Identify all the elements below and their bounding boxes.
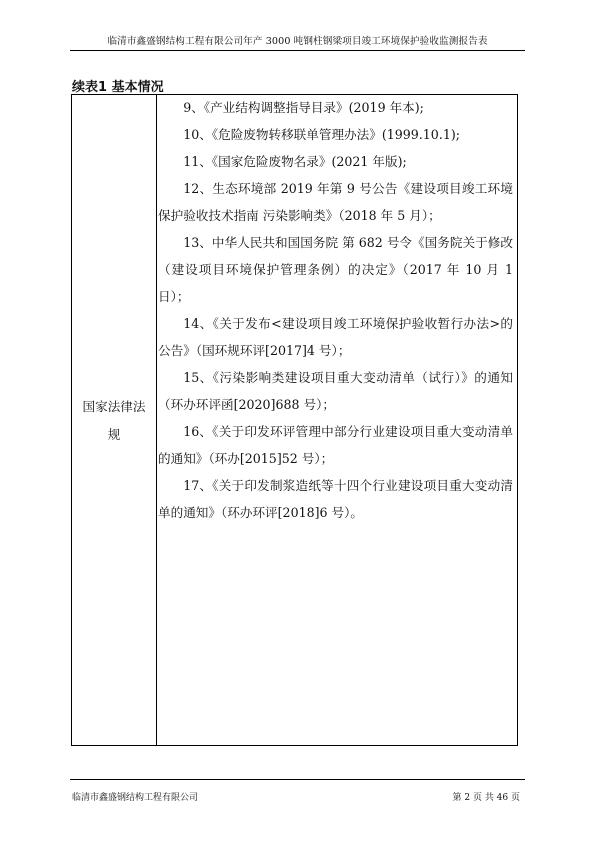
regulation-item: 17、《关于印发制浆造纸等十四个行业建设项目重大变动清单的通知》（环办环评[2018]6 号）。	[158, 478, 513, 520]
footer-rule	[70, 779, 525, 780]
section-title: 续表1 基本情况	[72, 80, 164, 95]
row-label-line-2: 规	[107, 427, 121, 442]
page-header-title: 临清市鑫盛钢结构工程有限公司年产 3000 吨钢柱钢梁项目竣工环境保护验收监测报告表	[107, 36, 488, 47]
footer-company: 临清市鑫盛钢结构工程有限公司	[72, 793, 199, 803]
row-label-national-laws	[74, 393, 154, 449]
regulation-item: 15、《污染影响类建设项目重大变动清单（试行）》的通知（环办环评函[2020]688 号）；	[158, 370, 513, 412]
regulations-list	[158, 94, 513, 526]
basic-info-table	[71, 94, 518, 746]
regulation-item: 12、生态环境部 2019 年第 9 号公告《建设项目竣工环境保护验收技术指南 污染影响类》（2018 年 5 月）；	[158, 181, 513, 223]
regulation-item: 13、中华人民共和国国务院 第 682 号令《国务院关于修改（建设项目环境保护管理条例）的决定》（2017 年 10 月 1 日）；	[158, 235, 513, 304]
header-rule	[70, 50, 525, 51]
regulation-item: 11、《国家危险废物名录》(2021 年版);	[183, 154, 407, 169]
regulation-item: 10、《危险废物转移联单管理办法》(1999.10.1);	[183, 127, 460, 142]
row-label-line-1: 国家法律法	[82, 399, 146, 414]
regulation-item: 16、《关于印发环评管理中部分行业建设项目重大变动清单的通知》（环办[2015]52 号）；	[158, 424, 513, 466]
column-divider	[156, 95, 157, 745]
footer-page-number: 第 2 页 共 46 页	[452, 793, 520, 803]
regulation-item: 9、《产业结构调整指导目录》(2019 年本);	[183, 100, 424, 115]
regulation-item: 14、《关于发布<建设项目竣工环境保护验收暂行办法>的公告》（国环规环评[2017]4 号）；	[158, 316, 513, 358]
